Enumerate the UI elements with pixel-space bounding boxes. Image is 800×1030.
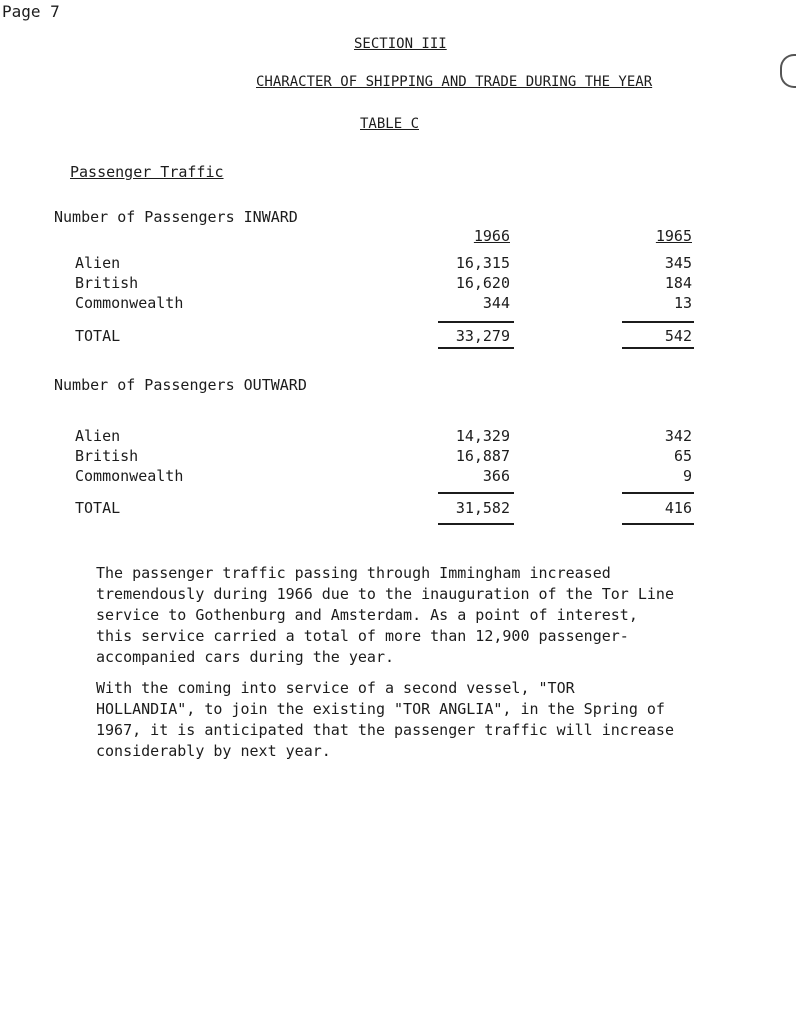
subtotal-rule [438,492,514,494]
section-subtitle: CHARACTER OF SHIPPING AND TRADE DURING THE YEAR [256,74,653,90]
inward-row-label: Commonwealth [75,294,184,312]
inward-total-label: TOTAL [75,327,121,345]
inward-cell-1966: 16,620 [455,274,510,292]
inward-row-label: British [75,274,139,292]
outward-total-1965: 416 [664,499,692,517]
inward-cell-1966: 16,315 [455,254,510,272]
table-heading: Passenger Traffic [70,163,224,181]
inward-total-1966: 33,279 [455,327,510,345]
section-title: SECTION III [354,36,447,52]
year-header-1966: 1966 [473,227,510,245]
body-paragraph: With the coming into service of a second vessel, "TOR HOLLANDIA", to join the existing "TOR ANGLIA", in the Spring of 1967, it is anticipated that the passenger traffic will increase considerably by next year. [96,679,674,760]
total-rule [622,347,694,349]
year-header-1965: 1965 [655,227,692,245]
subtotal-rule [622,321,694,323]
outward-total-1966: 31,582 [455,499,510,517]
page-number: Page 7 [2,2,60,21]
outward-row-label: Alien [75,427,121,445]
outward-cell-1966: 16,887 [455,447,510,465]
outward-cell-1965: 9 [682,467,692,485]
body-paragraph: The passenger traffic passing through Immingham increased tremendously during 1966 due to the inauguration of the Tor Line service to Gothenburg and Amsterdam. As a point of interest, this service carried a total of more than 12,900 passenger- accompanied cars during the year. [96,564,674,666]
inward-row-label: Alien [75,254,121,272]
outward-total-label: TOTAL [75,499,121,517]
outward-cell-1965: 65 [673,447,692,465]
inward-group-title: Number of Passengers INWARD [54,208,298,226]
inward-cell-1965: 13 [673,294,692,312]
outward-cell-1966: 14,329 [455,427,510,445]
inward-cell-1965: 345 [664,254,692,272]
total-rule [622,523,694,525]
total-rule [438,347,514,349]
inward-total-1965: 542 [664,327,692,345]
outward-row-label: British [75,447,139,465]
outward-group-title: Number of Passengers OUTWARD [54,376,307,394]
inward-cell-1965: 184 [664,274,692,292]
outward-cell-1966: 366 [482,467,510,485]
subtotal-rule [438,321,514,323]
outward-cell-1965: 342 [664,427,692,445]
inward-cell-1966: 344 [482,294,510,312]
punch-hole-mark [780,54,796,88]
outward-row-label: Commonwealth [75,467,184,485]
table-label: TABLE C [360,116,420,132]
subtotal-rule [622,492,694,494]
total-rule [438,523,514,525]
